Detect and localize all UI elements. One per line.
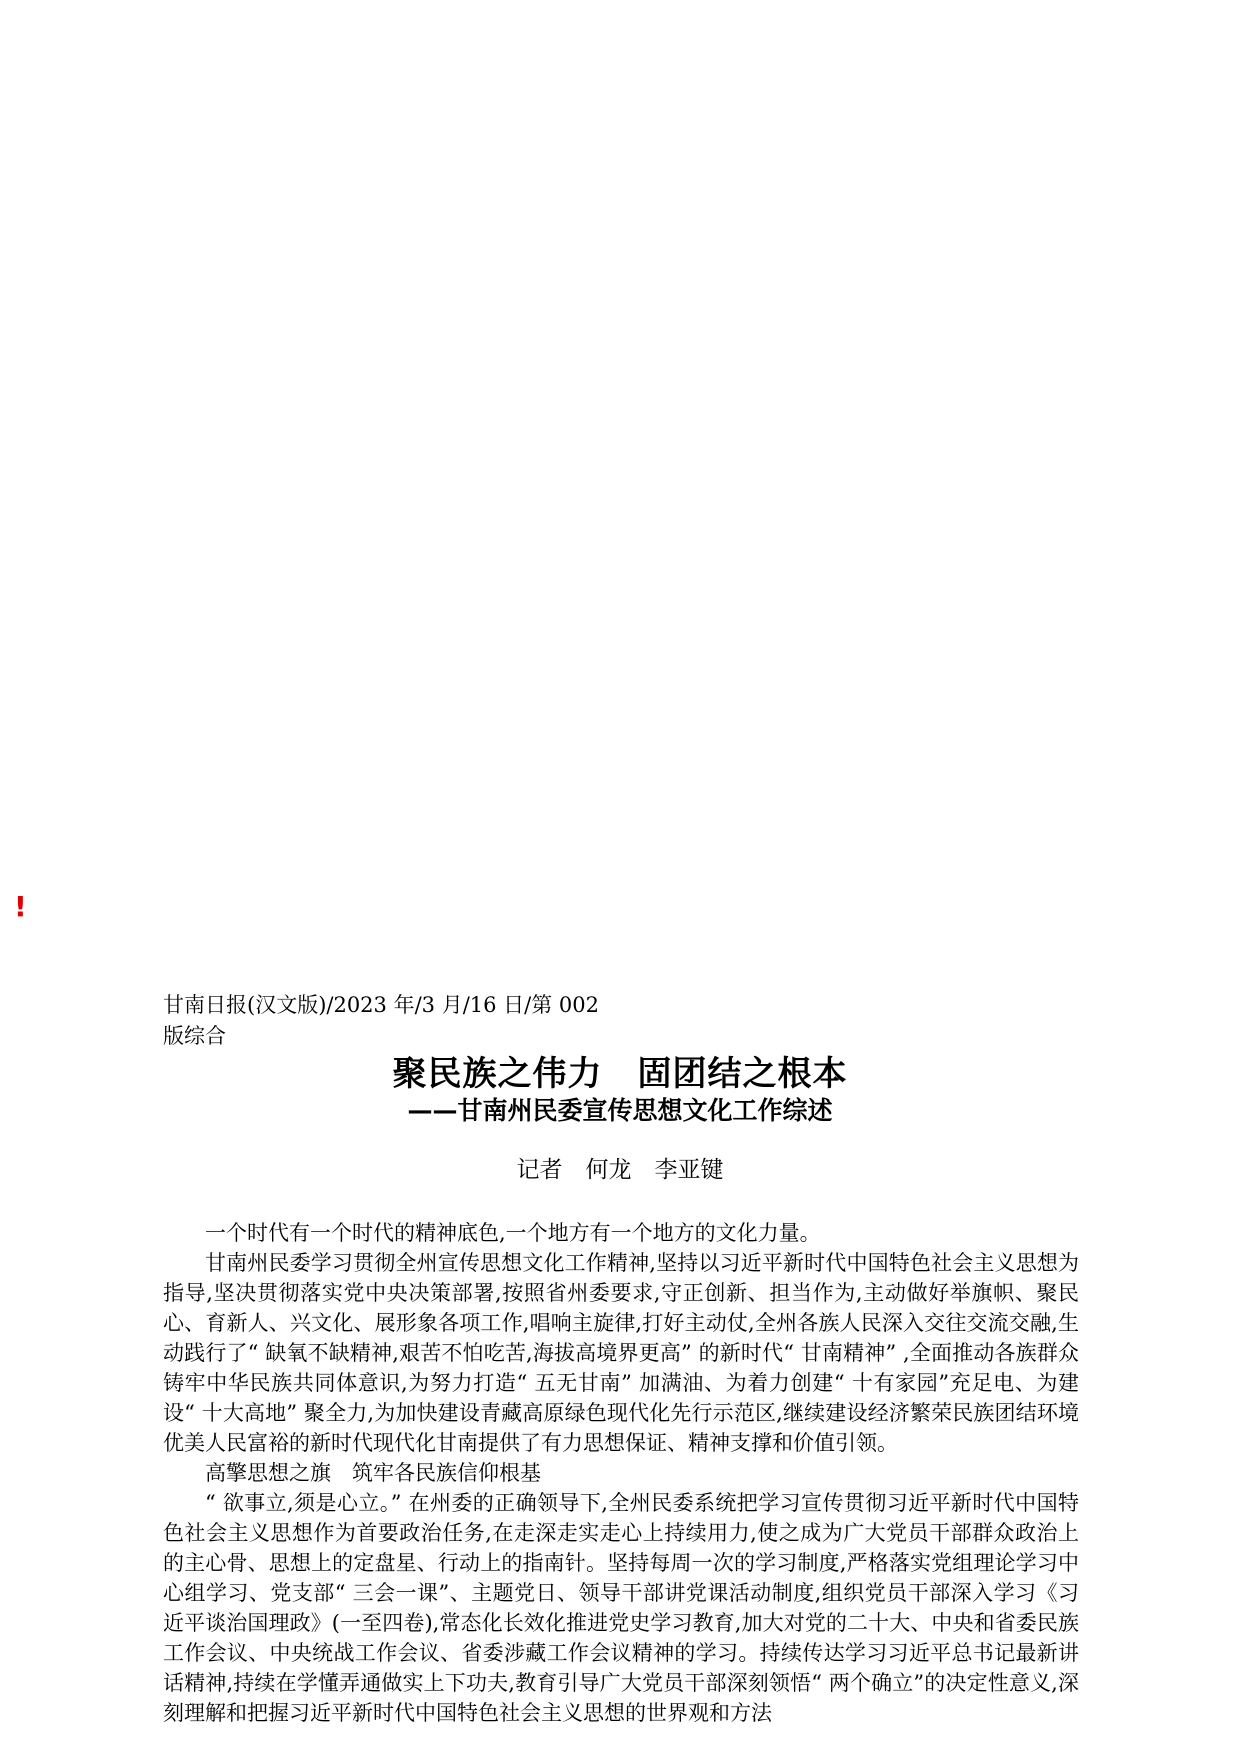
article-body <box>163 1218 1079 1728</box>
paragraph-summary: 甘南州民委学习贯彻全州宣传思想文化工作精神,坚持以习近平新时代中国特色社会主义思想为指导,坚决贯彻落实党中央决策部署,按照省州委要求,守正创新、担当作为,主动做好举旗帜、聚民心、育新人、兴文化、展形象各项工作,唱响主旋律,打好主动仗,全州各族人民深入交往交流交融,生动践行了“ 缺氧不缺精神,艰苦不怕吃苦,海拔高境界更高” 的新时代“ 甘南精神” ,全面推动各族群众铸牢中华民族共同体意识,为努力打造“ 五无甘南” 加满油、为着力创建“ 十有家园”充足电、为建设“ 十大高地” 聚全力,为加快建设青藏高原绿色现代化先行示范区,继续建设经济繁荣民族团结环境优美人民富裕的新时代现代化甘南提供了有力思想保证、精神支撑和价值引领。 <box>163 1251 1079 1455</box>
red-exclamation-mark: ! <box>14 890 27 923</box>
article-title: 聚民族之伟力 固团结之根本 <box>392 1054 848 1094</box>
section-heading: 高擎思想之旗 筑牢各民族信仰根基 <box>205 1461 541 1485</box>
paragraph-section-1: “ 欲事立,须是心立。” 在州委的正确领导下,全州民委系统把学习宣传贯彻习近平新时代中国特色社会主义思想作为首要政治任务,在走深走实走心上持续用力,使之成为广大党员干部群众政治上的主心骨、思想上的定盘星、行动上的指南针。坚持每周一次的学习制度,严格落实党组理论学习中心组学习、党支部“ 三会一课”、主题党日、领导干部讲党课活动制度,组织党员干部深入学习《习近平谈治国理政》(一至四卷),常态化长效化推进党史学习教育,加大对党的二十大、中央和省委民族工作会议、中央统战工作会议、省委涉藏工作会议精神的学习。持续传达学习习近平总书记最新讲话精神,持续在学懂弄通做实上下功夫,教育引导广大党员干部深刻领悟“ 两个确立”的决定性意义,深刻理解和把握习近平新时代中国特色社会主义思想的世界观和方法 <box>163 1491 1079 1725</box>
article-byline: 记者 何龙 李亚键 <box>516 1157 724 1183</box>
article-subtitle: ——甘南州民委宣传思想文化工作综述 <box>407 1096 833 1125</box>
paragraph-intro: 一个时代有一个时代的精神底色,一个地方有一个地方的文化力量。 <box>205 1221 821 1245</box>
source-line: 甘南日报(汉文版)/2023 年/3 月/16 日/第 002 版综合 <box>163 993 599 1048</box>
